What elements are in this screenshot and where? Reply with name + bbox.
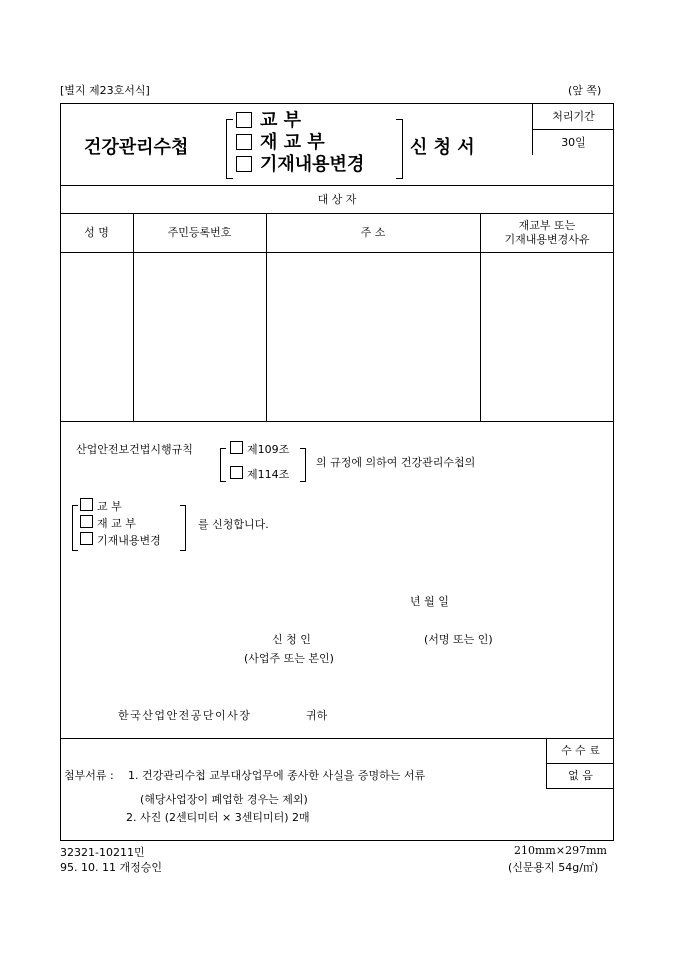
col-address: 주 소: [360, 226, 386, 239]
request-option-change[interactable]: 기재내용변경: [80, 532, 161, 549]
title-option-reissue[interactable]: 재 교 부: [236, 132, 364, 154]
date-field[interactable]: 년 월 일: [410, 595, 449, 608]
checkbox-icon[interactable]: [80, 515, 93, 528]
article-114[interactable]: 제114조: [230, 466, 289, 482]
footer-code: 32321-10211민: [60, 846, 145, 859]
checkbox-icon[interactable]: [236, 156, 252, 172]
processing-period-value: 30일: [561, 135, 586, 149]
fee-label: 수 수 료: [561, 744, 600, 757]
regulation: 산업안전보건법시행규칙: [76, 443, 193, 456]
page-side: (앞 쪽): [568, 84, 602, 97]
request-options: [80, 498, 161, 549]
applicant-label: 신 청 인: [272, 633, 311, 646]
checkbox-icon[interactable]: [236, 112, 252, 128]
title-option-change[interactable]: 기재내용변경: [236, 154, 364, 176]
footer-size: 210mm×297mm: [514, 844, 607, 857]
request-option-reissue[interactable]: 재 교 부: [80, 515, 161, 532]
target-heading: 대 상 자: [317, 192, 357, 206]
checkbox-icon[interactable]: [236, 134, 252, 150]
title-bracket-left: [226, 119, 233, 179]
form-number: [별지 제23호서식]: [60, 84, 150, 97]
checkbox-icon[interactable]: [230, 441, 243, 454]
article-109[interactable]: 제109조: [230, 441, 289, 457]
attachments-label: 첨부서류 :: [64, 769, 114, 782]
title-suffix: 신 청 서: [410, 137, 475, 158]
col-name: 성 명: [84, 226, 109, 239]
title-option-issue[interactable]: 교 부: [236, 110, 364, 132]
title-prefix: 건강관리수첩: [84, 137, 189, 158]
request-option-issue[interactable]: 교 부: [80, 498, 161, 515]
processing-period-label: 처리기간: [552, 109, 595, 123]
table-row[interactable]: [60, 253, 614, 421]
fee-value: 없 음: [568, 769, 593, 782]
signature-label[interactable]: (서명 또는 인): [424, 633, 493, 646]
col-resident-number: 주민등록번호: [167, 226, 232, 239]
footer-approval: 95. 10. 11 개정승인: [60, 861, 162, 874]
footer-paper: (신문용지 54g/㎡): [508, 861, 599, 874]
attachment-item-1-note: (해당사업장이 폐업한 경우는 제외): [140, 793, 308, 806]
attachment-item-1: 1. 건강관리수첩 교부대상업무에 종사한 사실을 증명하는 서류: [128, 769, 426, 782]
col-reason: 재교부 또는 기재내용변경사유: [504, 219, 590, 246]
applicant-sub: (사업주 또는 본인): [244, 652, 334, 665]
checkbox-icon[interactable]: [230, 466, 243, 479]
clause: 의 규정에 의하여 건강관리수첩의: [316, 456, 476, 469]
recipient: 한국산업안전공단이사장: [118, 709, 252, 722]
title-bracket-right: [396, 119, 403, 179]
title-options: [236, 110, 364, 176]
checkbox-icon[interactable]: [80, 532, 93, 545]
attachment-item-2: 2. 사진 (2센티미터 × 3센티미터) 2매: [126, 811, 310, 824]
request-text: 를 신청합니다.: [198, 518, 269, 531]
checkbox-icon[interactable]: [80, 498, 93, 511]
honorific: 귀하: [306, 709, 328, 722]
